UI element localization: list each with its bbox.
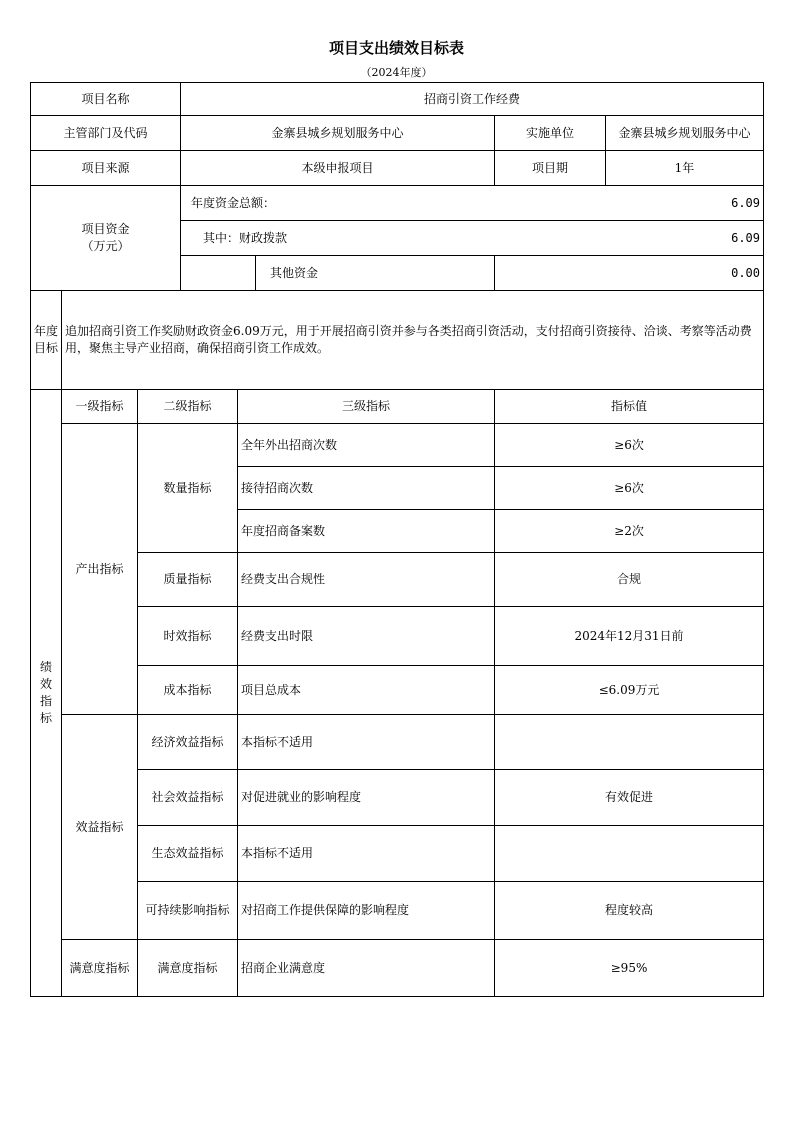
- funds-label: [30, 185, 181, 291]
- dept-label: 主管部门及代码: [30, 115, 181, 151]
- satisfaction-value: ≥95%: [494, 939, 764, 997]
- social-value: 有效促进: [494, 769, 764, 826]
- benefit-label: 效益指标: [61, 714, 138, 940]
- eco-label: 生态效益指标: [137, 825, 238, 882]
- funds-label-line1: 项目资金: [81, 222, 130, 236]
- period-value: 1年: [605, 150, 764, 186]
- goal-label-line2: 目标: [33, 341, 58, 355]
- head-value: 指标值: [494, 389, 764, 424]
- quantity-item-2-name: 接待招商次数: [237, 466, 495, 510]
- quantity-item-1-value: ≥6次: [494, 423, 764, 467]
- side-char-4: 标: [39, 711, 52, 725]
- funds-other-label: 其他资金: [255, 255, 764, 291]
- side-char-3: 指: [39, 694, 52, 708]
- impl-value: 金寨县城乡规划服务中心: [605, 115, 764, 151]
- quality-name: 经费支出合规性: [237, 552, 495, 607]
- period-label: 项目期: [494, 150, 606, 186]
- funds-fiscal-value: 6.09: [494, 220, 764, 256]
- source-value: 本级申报项目: [180, 150, 495, 186]
- head-level1: 一级指标: [61, 389, 138, 424]
- quantity-item-3-value: ≥2次: [494, 509, 764, 553]
- indicators-side-label: [30, 389, 62, 997]
- funds-other-value: 0.00: [494, 255, 764, 291]
- cost-name: 项目总成本: [237, 665, 495, 715]
- funds-fiscal-label: 其中：财政拨款: [180, 220, 764, 256]
- social-name: 对促进就业的影响程度: [237, 769, 495, 826]
- eco-name: 本指标不适用: [237, 825, 495, 882]
- quantity-item-1-name: 全年外出招商次数: [237, 423, 495, 467]
- cost-value: ≤6.09万元: [494, 665, 764, 715]
- time-value: 2024年12月31日前: [494, 606, 764, 666]
- side-char-2: 效: [39, 677, 52, 691]
- funds-label-line2: （万元）: [81, 239, 130, 253]
- satisfaction-l1: 满意度指标: [61, 939, 138, 997]
- satisfaction-l2: 满意度指标: [137, 939, 238, 997]
- year-subtitle: （2024年度）: [360, 66, 433, 79]
- cost-label: 成本指标: [137, 665, 238, 715]
- head-level3: 三级指标: [237, 389, 495, 424]
- side-char-1: 绩: [39, 660, 52, 674]
- quantity-item-2-value: ≥6次: [494, 466, 764, 510]
- time-label: 时效指标: [137, 606, 238, 666]
- sustain-name: 对招商工作提供保障的影响程度: [237, 881, 495, 940]
- funds-total-value: 6.09: [494, 185, 764, 221]
- time-name: 经费支出时限: [237, 606, 495, 666]
- head-level2: 二级指标: [137, 389, 238, 424]
- goal-text: 追加招商引资工作奖励财政资金6.09万元，用于开展招商引资并参与各类招商引资活动，支付招商引资接待、洽谈、考察等活动费用，聚焦主导产业招商，确保招商引资工作成效。: [61, 290, 764, 390]
- page-title: 项目支出绩效目标表: [328, 39, 464, 57]
- source-label: 项目来源: [30, 150, 181, 186]
- economic-label: 经济效益指标: [137, 714, 238, 770]
- goal-label: [30, 290, 62, 390]
- funds-total-label: 年度资金总额：: [180, 185, 764, 221]
- funds-other-spacer: [180, 255, 256, 291]
- goal-label-line1: 年度: [33, 324, 58, 338]
- output-label: 产出指标: [61, 423, 138, 715]
- dept-value: 金寨县城乡规划服务中心: [180, 115, 495, 151]
- project-name-value: 招商引资工作经费: [180, 82, 764, 116]
- sustain-label: 可持续影响指标: [137, 881, 238, 940]
- quantity-item-3-name: 年度招商备案数: [237, 509, 495, 553]
- quality-label: 质量指标: [137, 552, 238, 607]
- quantity-label: 数量指标: [137, 423, 238, 553]
- sustain-value: 程度较高: [494, 881, 764, 940]
- project-name-label: 项目名称: [30, 82, 181, 116]
- quality-value: 合规: [494, 552, 764, 607]
- impl-label: 实施单位: [494, 115, 606, 151]
- eco-value: [494, 825, 764, 882]
- economic-value: [494, 714, 764, 770]
- economic-name: 本指标不适用: [237, 714, 495, 770]
- social-label: 社会效益指标: [137, 769, 238, 826]
- satisfaction-name: 招商企业满意度: [237, 939, 495, 997]
